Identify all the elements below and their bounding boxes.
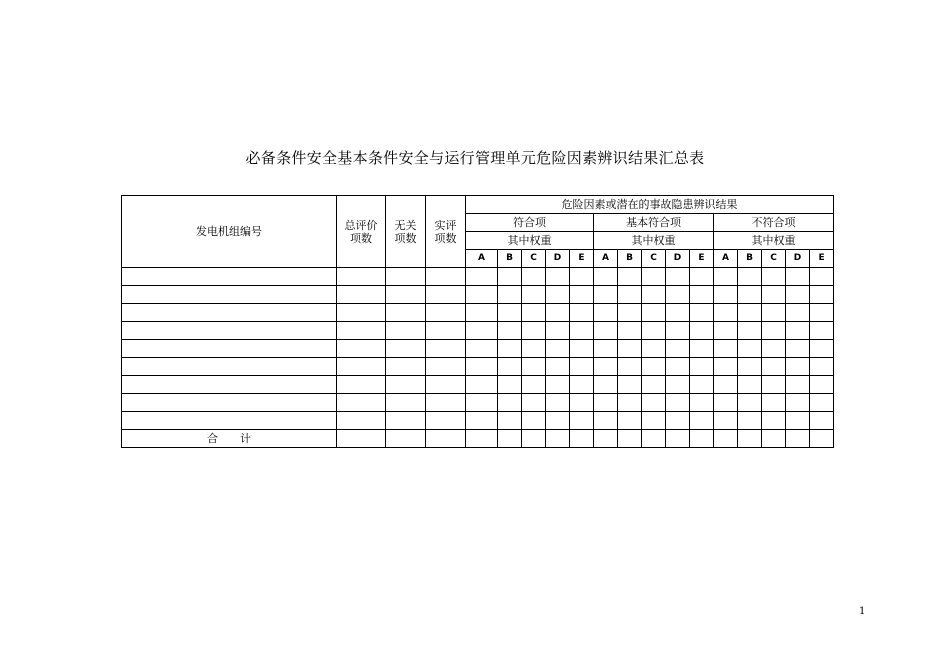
table-cell	[618, 304, 642, 322]
table-cell	[666, 268, 690, 286]
table-cell	[618, 394, 642, 412]
table-cell	[594, 286, 618, 304]
total-row-label: 合 计	[122, 430, 337, 448]
table-cell	[714, 304, 738, 322]
table-cell	[762, 322, 786, 340]
table-cell	[386, 286, 426, 304]
table-cell	[714, 358, 738, 376]
table-cell	[546, 412, 570, 430]
table-cell	[426, 268, 466, 286]
table-cell	[426, 358, 466, 376]
grade-header-cell: A	[594, 250, 618, 268]
table-cell	[690, 394, 714, 412]
table-cell	[498, 358, 522, 376]
table-cell	[618, 430, 642, 448]
table-cell	[570, 358, 594, 376]
table-cell	[337, 340, 386, 358]
actual-items-header-line1: 实评	[434, 218, 457, 232]
table-cell	[642, 394, 666, 412]
table-cell	[714, 412, 738, 430]
table-cell	[466, 358, 498, 376]
table-cell	[618, 268, 642, 286]
table-cell	[618, 286, 642, 304]
table-cell	[426, 376, 466, 394]
table-cell	[810, 394, 834, 412]
table-cell	[570, 340, 594, 358]
table-cell	[337, 286, 386, 304]
table-cell	[570, 304, 594, 322]
table-cell	[594, 322, 618, 340]
table-cell	[594, 340, 618, 358]
table-cell	[714, 322, 738, 340]
table-cell	[594, 376, 618, 394]
table-cell	[714, 430, 738, 448]
table-cell	[546, 358, 570, 376]
table-cell	[466, 412, 498, 430]
table-cell	[594, 430, 618, 448]
table-cell	[386, 412, 426, 430]
table-cell	[386, 268, 426, 286]
table-cell	[570, 376, 594, 394]
grade-header-cell: E	[810, 250, 834, 268]
hazard-summary-table	[121, 195, 834, 448]
table-cell	[810, 412, 834, 430]
table-cell	[570, 322, 594, 340]
table-cell	[426, 322, 466, 340]
irrelevant-items-header	[386, 196, 426, 268]
table-row	[122, 304, 834, 322]
table-cell	[642, 340, 666, 358]
table-cell	[762, 430, 786, 448]
table-cell	[546, 304, 570, 322]
table-cell	[122, 358, 337, 376]
table-cell	[810, 304, 834, 322]
table-cell	[762, 268, 786, 286]
table-cell	[522, 430, 546, 448]
table-cell	[522, 412, 546, 430]
table-cell	[522, 394, 546, 412]
table-cell	[466, 286, 498, 304]
table-cell	[786, 304, 810, 322]
grade-header-cell: A	[466, 250, 498, 268]
table-cell	[642, 304, 666, 322]
table-cell	[122, 304, 337, 322]
table-cell	[386, 340, 426, 358]
table-cell	[642, 412, 666, 430]
table-cell	[386, 394, 426, 412]
table-cell	[546, 394, 570, 412]
table-row	[122, 358, 834, 376]
grade-header-cell: C	[522, 250, 546, 268]
table-cell	[786, 322, 810, 340]
table-cell	[522, 268, 546, 286]
table-cell	[337, 268, 386, 286]
table-cell	[498, 322, 522, 340]
table-cell	[666, 322, 690, 340]
table-cell	[570, 286, 594, 304]
table-cell	[810, 268, 834, 286]
table-cell	[690, 430, 714, 448]
table-cell	[714, 376, 738, 394]
basic-compliant-group-header: 基本符合项	[594, 214, 714, 232]
table-cell	[810, 286, 834, 304]
page-number: 1	[859, 606, 866, 617]
table-cell	[498, 376, 522, 394]
table-cell	[786, 340, 810, 358]
table-cell	[594, 268, 618, 286]
table-cell	[738, 376, 762, 394]
table-cell	[498, 340, 522, 358]
table-cell	[426, 286, 466, 304]
grade-header-cell: B	[498, 250, 522, 268]
table-cell	[570, 394, 594, 412]
table-cell	[666, 358, 690, 376]
table-cell	[466, 304, 498, 322]
table-cell	[786, 376, 810, 394]
table-cell	[337, 304, 386, 322]
grade-header-cell: B	[738, 250, 762, 268]
table-cell	[466, 322, 498, 340]
table-cell	[337, 376, 386, 394]
noncompliant-group-header: 不符合项	[714, 214, 834, 232]
table-cell	[570, 412, 594, 430]
table-cell	[666, 412, 690, 430]
table-cell	[738, 286, 762, 304]
table-cell	[762, 412, 786, 430]
total-row	[122, 430, 834, 448]
table-cell	[522, 304, 546, 322]
table-cell	[386, 322, 426, 340]
table-row	[122, 286, 834, 304]
table-cell	[690, 340, 714, 358]
table-cell	[546, 340, 570, 358]
grade-header-cell: E	[690, 250, 714, 268]
grade-header-cell: E	[570, 250, 594, 268]
table-cell	[738, 358, 762, 376]
table-cell	[690, 412, 714, 430]
table-cell	[642, 286, 666, 304]
compliant-weight-header: 其中权重	[466, 232, 594, 250]
grade-header-cell: C	[762, 250, 786, 268]
table-cell	[594, 358, 618, 376]
table-cell	[762, 286, 786, 304]
table-cell	[810, 340, 834, 358]
table-cell	[618, 376, 642, 394]
table-cell	[546, 322, 570, 340]
table-cell	[714, 340, 738, 358]
table-cell	[546, 268, 570, 286]
grade-header-cell: B	[618, 250, 642, 268]
table-cell	[690, 304, 714, 322]
table-cell	[466, 340, 498, 358]
table-cell	[786, 394, 810, 412]
table-cell	[642, 430, 666, 448]
table-cell	[810, 322, 834, 340]
actual-items-header-line2: 项数	[434, 231, 457, 245]
table-cell	[522, 340, 546, 358]
table-cell	[810, 376, 834, 394]
table-row	[122, 322, 834, 340]
table-cell	[337, 394, 386, 412]
table-cell	[498, 286, 522, 304]
table-cell	[666, 286, 690, 304]
table-cell	[522, 322, 546, 340]
table-cell	[386, 358, 426, 376]
table-cell	[122, 340, 337, 358]
table-cell	[762, 340, 786, 358]
table-cell	[466, 394, 498, 412]
table-cell	[122, 376, 337, 394]
table-cell	[594, 412, 618, 430]
table-cell	[546, 286, 570, 304]
compliant-group-header: 符合项	[466, 214, 594, 232]
table-cell	[466, 430, 498, 448]
table-cell	[498, 412, 522, 430]
table-cell	[642, 322, 666, 340]
identification-result-header: 危险因素或潜在的事故隐患辨识结果	[466, 196, 834, 214]
table-cell	[594, 394, 618, 412]
table-cell	[690, 322, 714, 340]
table-cell	[546, 430, 570, 448]
table-cell	[690, 358, 714, 376]
table-cell	[122, 412, 337, 430]
table-cell	[786, 358, 810, 376]
irrelevant-items-header-line2: 项数	[394, 231, 417, 245]
table-cell	[690, 376, 714, 394]
table-cell	[738, 322, 762, 340]
table-cell	[570, 430, 594, 448]
table-cell	[666, 376, 690, 394]
grade-header-cell: D	[786, 250, 810, 268]
table-cell	[426, 304, 466, 322]
table-cell	[498, 430, 522, 448]
noncompliant-weight-header: 其中权重	[714, 232, 834, 250]
irrelevant-items-header-line1: 无关	[394, 218, 417, 232]
table-cell	[738, 430, 762, 448]
table-cell	[337, 322, 386, 340]
grade-header-cell: D	[666, 250, 690, 268]
table-cell	[386, 376, 426, 394]
table-cell	[762, 376, 786, 394]
table-cell	[337, 412, 386, 430]
table-row	[122, 376, 834, 394]
table-row	[122, 394, 834, 412]
table-cell	[666, 430, 690, 448]
table-cell	[426, 430, 466, 448]
table-cell	[786, 412, 810, 430]
table-cell	[738, 304, 762, 322]
table-cell	[738, 340, 762, 358]
basic-compliant-weight-header: 其中权重	[594, 232, 714, 250]
table-cell	[618, 358, 642, 376]
table-cell	[426, 394, 466, 412]
table-cell	[546, 376, 570, 394]
table-cell	[666, 304, 690, 322]
table-cell	[498, 268, 522, 286]
actual-items-header	[426, 196, 466, 268]
total-items-header	[337, 196, 386, 268]
table-cell	[466, 268, 498, 286]
table-cell	[498, 304, 522, 322]
table-cell	[522, 376, 546, 394]
table-cell	[690, 268, 714, 286]
table-cell	[690, 286, 714, 304]
header-row-1	[122, 196, 834, 214]
total-items-header-line2: 项数	[350, 231, 372, 245]
table-cell	[738, 394, 762, 412]
table-cell	[570, 268, 594, 286]
grade-header-cell: D	[546, 250, 570, 268]
table-cell	[122, 268, 337, 286]
table-cell	[666, 394, 690, 412]
unit-number-header: 发电机组编号	[122, 196, 337, 268]
table-cell	[714, 286, 738, 304]
table-row	[122, 340, 834, 358]
table-cell	[498, 394, 522, 412]
table-cell	[466, 376, 498, 394]
document-title: 必备条件安全基本条件安全与运行管理单元危险因素辨识结果汇总表	[245, 149, 705, 167]
table-cell	[426, 412, 466, 430]
table-cell	[522, 358, 546, 376]
table-cell	[122, 394, 337, 412]
grade-header-cell: A	[714, 250, 738, 268]
table-cell	[738, 412, 762, 430]
table-cell	[762, 394, 786, 412]
table-cell	[618, 322, 642, 340]
table-cell	[786, 430, 810, 448]
table-cell	[426, 340, 466, 358]
table-cell	[810, 430, 834, 448]
table-cell	[642, 268, 666, 286]
table-cell	[642, 358, 666, 376]
total-items-header-line1: 总评价	[344, 218, 378, 232]
table-cell	[337, 430, 386, 448]
table-cell	[786, 286, 810, 304]
table-cell	[714, 394, 738, 412]
table-cell	[666, 340, 690, 358]
table-cell	[618, 340, 642, 358]
table-cell	[122, 322, 337, 340]
table-cell	[522, 286, 546, 304]
table-cell	[762, 304, 786, 322]
table-row	[122, 268, 834, 286]
table-cell	[337, 358, 386, 376]
table-cell	[122, 286, 337, 304]
table-row	[122, 412, 834, 430]
table-cell	[642, 376, 666, 394]
table-cell	[762, 358, 786, 376]
table-cell	[594, 304, 618, 322]
table-cell	[618, 412, 642, 430]
table-cell	[810, 358, 834, 376]
grade-header-cell: C	[642, 250, 666, 268]
table-cell	[738, 268, 762, 286]
table-cell	[386, 430, 426, 448]
table-cell	[386, 304, 426, 322]
table-cell	[786, 268, 810, 286]
table-cell	[714, 268, 738, 286]
